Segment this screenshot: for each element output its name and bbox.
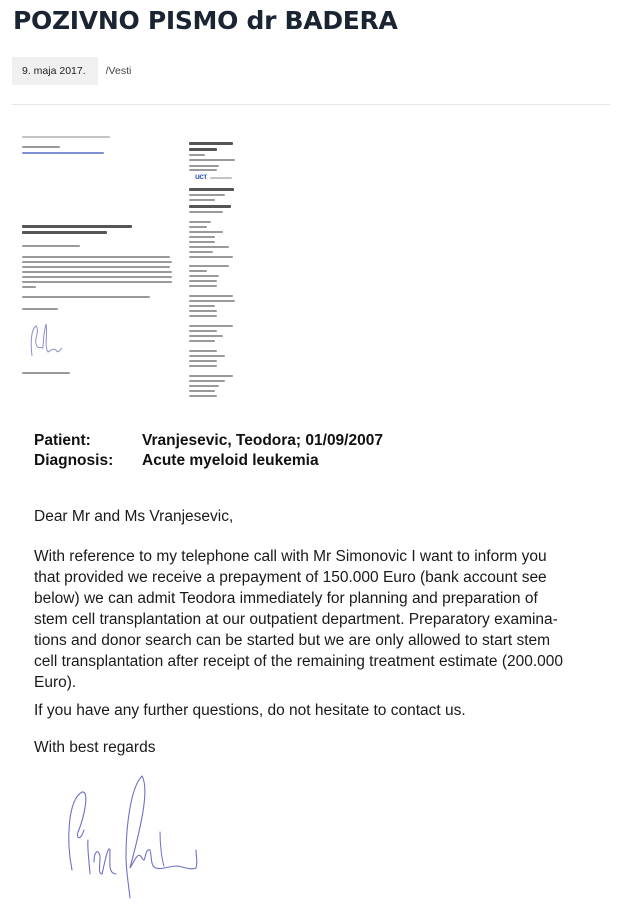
paragraph-line: Euro). xyxy=(34,674,77,691)
closing: With best regards xyxy=(34,739,156,756)
divider xyxy=(12,104,610,105)
paragraph-line: stem cell transplantation at our outpatient department. Preparatory examina- xyxy=(34,611,558,628)
letter-scan-image xyxy=(14,128,314,403)
salutation: Dear Mr and Ms Vranjesevic, xyxy=(34,508,234,525)
paragraph-line: that provided we receive a prepayment of 150.000 Euro (bank account see xyxy=(34,569,547,586)
patient-label: Patient: xyxy=(34,432,91,449)
paragraph-line: With reference to my telephone call with Mr Simonovic I want to inform you xyxy=(34,548,547,565)
letter-scan-signature xyxy=(28,320,68,362)
paragraph-line: below) we can admit Teodora immediately for planning and preparation of xyxy=(34,590,538,607)
page-title: POZIVNO PISMO dr BADERA xyxy=(13,6,398,35)
diagnosis-label: Diagnosis: xyxy=(34,452,114,469)
patient-value: Vranjesevic, Teodora; 01/09/2007 xyxy=(142,432,383,449)
post-date: 9. maja 2017. xyxy=(12,57,98,85)
uct-logo: ucт xyxy=(195,172,207,181)
post-meta xyxy=(12,57,131,85)
post-category-link[interactable]: /Vesti xyxy=(105,65,132,77)
further-questions: If you have any further questions, do not hesitate to contact us. xyxy=(34,702,466,719)
paragraph-line: cell transplantation after receipt of the remaining treatment estimate (200.000 xyxy=(34,653,564,670)
signature xyxy=(60,770,220,900)
paragraph-line: tions and donor search can be started but we are only allowed to start stem xyxy=(34,632,551,649)
diagnosis-value: Acute myeloid leukemia xyxy=(142,452,319,469)
